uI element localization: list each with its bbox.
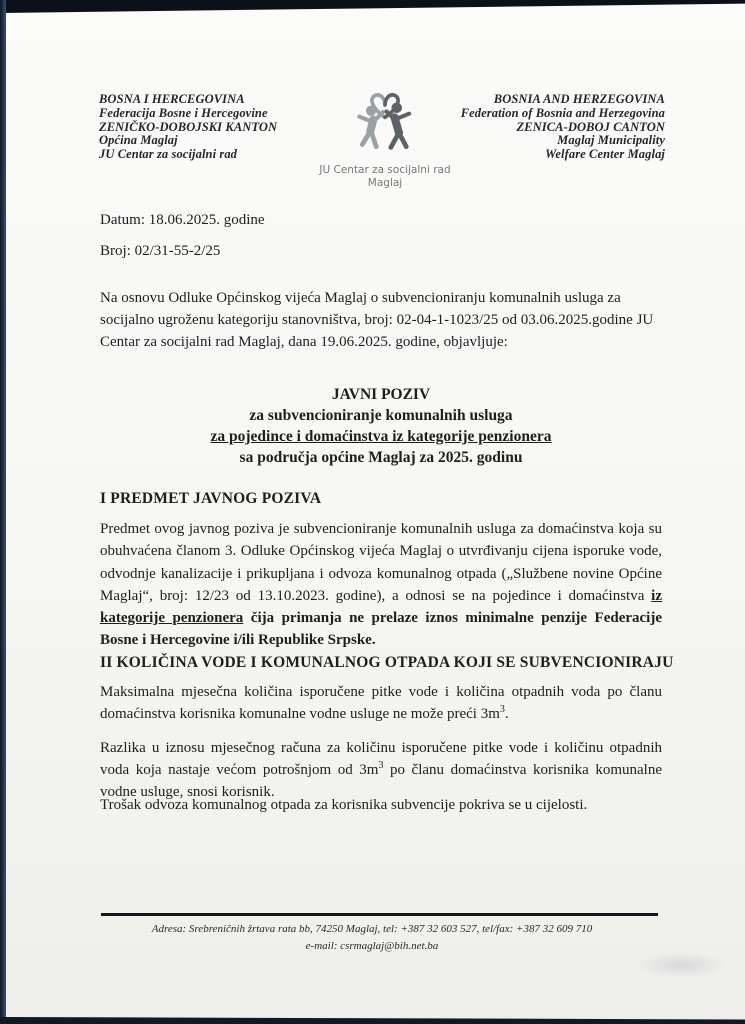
section2-paragraph2-text: Razlika u iznosu mjesečnog računa za količinu isporučene pitke vode i količinu otpadnih voda koja nastaje većom potrošnjom od 3m: [100, 740, 662, 778]
people-heart-logo-icon: [341, 84, 429, 158]
section1-paragraph-normal: Predmet ovog javnog poziva je subvencioniranje komunalnih usluga za domaćinstva koja su obuhvaćena članom 3. Odluke Općinskog vijeća Maglaj o utvrđivanju cijena isporuke vode, odvodnje kanalizacije i prikupljana i odvoza komunalnog otpada („Službene novine Općine Maglaj“, broj: 12/23 od 13.10.2023. godine), a odnosi se na pojedince i domaćinstva: [100, 521, 662, 604]
title-line1: JAVNI POZIV: [331, 386, 431, 403]
section2-paragraph3: Trošak odvoza komunalnog otpada za korisnika subvencije pokriva se u cijelosti.: [100, 797, 588, 813]
superscript-3: 3: [499, 704, 505, 715]
document-title: [100, 384, 662, 468]
scan-edge-bottom: [0, 1017, 745, 1024]
letterhead-left-line: Općina Maglaj: [99, 133, 178, 148]
scan-edge-left: [0, 0, 6, 1024]
section1-paragraph-bold-underline: iz kategorije penzionera: [100, 587, 662, 627]
letterhead-right-line: BOSNIA AND HERZEGOVINA: [493, 92, 665, 106]
section1-paragraph-bold: čija primanja ne prelaze iznos minimalne penzije Federacije Bosne i Hercegovine i/ili Republike Srpske.: [100, 610, 662, 649]
letterhead-right-line: Welfare Center Maglaj: [545, 147, 665, 162]
letterhead-left-line: Federacija Bosne i Hercegovine: [99, 105, 268, 120]
letterhead-right: [461, 93, 665, 162]
title-line2: za subvencioniranje komunalnih usluga: [249, 407, 513, 424]
footer-address-line: Adresa: Srebreničnih žrtava rata bb, 74250 Maglaj, tel: +387 32 603 527, tel/fax: +387 32 609 710: [151, 923, 593, 935]
scan-smudge: [637, 952, 727, 978]
logo-caption: [316, 164, 454, 190]
letterhead-left-line: ZENIČKO-DOBOJSKI KANTON: [99, 119, 278, 134]
organization-logo: [316, 84, 454, 190]
date-line: Datum: 18.06.2025. godine: [100, 212, 265, 228]
logo-caption-line2: Maglaj: [367, 177, 403, 189]
superscript-3: 3: [378, 760, 384, 771]
section2-paragraph1: [100, 681, 662, 725]
title-line3: za pojedince i domaćinstva iz kategorije penzionera: [210, 428, 552, 445]
logo-caption-line1: JU Centar za socijalni rad: [319, 164, 451, 176]
section2-paragraph1-end: .: [504, 706, 509, 722]
section2-heading: II KOLIČINA VODE I KOMUNALNOG OTPADA KOJI SE SUBVENCIONIRAJU: [100, 654, 674, 671]
section2-paragraph2-end: po članu domaćinstva korisnika komunalne vodne usluge, snosi korisnik.: [100, 762, 662, 800]
footer-contact: [62, 921, 682, 954]
letterhead-right-line: Maglaj Municipality: [557, 133, 665, 148]
letterhead-left-line: BOSNA I HERCEGOVINA: [99, 92, 245, 106]
title-line4: sa područja općine Maglaj za 2025. godinu: [239, 449, 523, 466]
footer-divider: [101, 913, 658, 916]
section2-paragraph1-text: Maksimalna mjesečna količina isporučene pitke vode i količina otpadnih voda po članu domaćinstva korisnika komunalne vodne usluge ne može preći 3m: [100, 684, 662, 722]
number-line: Broj: 02/31-55-2/25: [100, 243, 221, 259]
letterhead-left: [99, 93, 277, 162]
intro-paragraph: Na osnovu Odluke Općinskog vijeća Maglaj o subvencioniranju komunalnih usluga za socijalno ugroženu kategoriju stanovništva, broj: 02-04-1-1023/25 od 03.06.2025.godine JU Centar za socijalni rad Maglaj, dana 19.06.2025. godine, objavljuje:: [100, 290, 654, 350]
letterhead-right-line: Federation of Bosnia and Herzegovina: [460, 105, 665, 120]
letterhead-left-line: JU Centar za socijalni rad: [99, 147, 238, 162]
section1-paragraph: [100, 518, 662, 652]
scan-edge-top: [0, 0, 745, 13]
section1-heading: I PREDMET JAVNOG POZIVA: [100, 490, 322, 507]
footer-email-line: e-mail: csrmaglaj@bih.net.ba: [305, 939, 439, 952]
letterhead-right-line: ZENICA-DOBOJ CANTON: [516, 119, 665, 134]
